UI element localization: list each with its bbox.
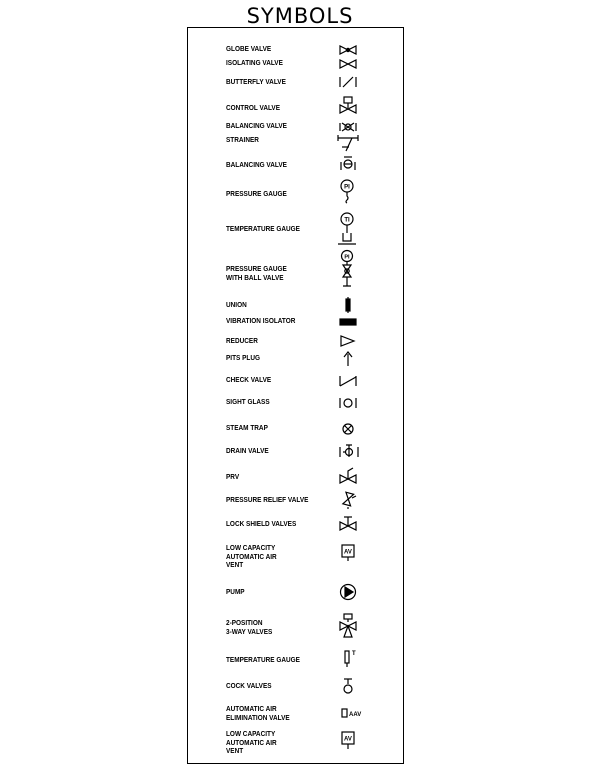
isolating-valve-icon	[338, 58, 358, 70]
label-butterfly-valve: BUTTERFLY VALVE	[226, 79, 286, 86]
label-balancing-valve-2: BALANCING VALVE	[226, 162, 287, 169]
control-valve-icon	[338, 96, 358, 116]
label-air-elimination-valve: AUTOMATIC AIR ELIMINATION VALVE	[226, 706, 290, 722]
label-temperature-gauge: TEMPERATURE GAUGE	[226, 226, 300, 233]
label-three-way-valves: 2-POSITION 3-WAY VALVES	[226, 620, 273, 636]
label-cock-valves: COCK VALVES	[226, 683, 272, 690]
label-isolating-valve: ISOLATING VALVE	[226, 60, 283, 67]
page-title: SYMBOLS	[246, 4, 354, 28]
label-temperature-gauge-2: TEMPERATURE GAUGE	[226, 657, 300, 664]
sight-glass-icon	[338, 396, 358, 410]
label-drain-valve: DRAIN VALVE	[226, 448, 269, 455]
butterfly-valve-icon	[338, 75, 358, 89]
label-pressure-gauge: PRESSURE GAUGE	[226, 191, 287, 198]
balancing-valve-icon	[338, 120, 358, 134]
pressure-gauge-ball-valve-icon	[336, 249, 358, 289]
lock-shield-valve-icon	[338, 514, 358, 532]
check-valve-icon	[338, 374, 358, 388]
pressure-gauge-icon	[336, 178, 358, 204]
strainer-icon	[336, 134, 360, 154]
label-pressure-gauge-ball-valve: PRESSURE GAUGE WITH BALL VALVE	[226, 266, 287, 282]
label-pressure-relief-valve: PRESSURE RELIEF VALVE	[226, 497, 309, 504]
balancing-valve-2-icon	[338, 155, 358, 173]
vibration-isolator-icon	[336, 317, 360, 327]
label-prv: PRV	[226, 474, 240, 481]
air-elimination-valve-tag: AAV	[349, 712, 362, 718]
label-low-capacity-air-vent: LOW CAPACITY AUTOMATIC AIR VENT	[226, 545, 277, 569]
low-capacity-air-vent-icon	[338, 543, 358, 563]
reducer-icon	[338, 335, 358, 347]
three-way-valve-icon	[336, 613, 360, 639]
air-vent-tag: AV	[344, 549, 352, 556]
temperature-gauge-icon	[336, 211, 358, 247]
label-globe-valve: GLOBE VALVE	[226, 46, 272, 53]
cock-valve-icon	[338, 677, 358, 695]
temperature-gauge-2-icon	[338, 649, 362, 669]
pressure-relief-valve-icon	[338, 490, 358, 510]
label-pits-plug: PITS PLUG	[226, 355, 260, 362]
label-reducer: REDUCER	[226, 338, 258, 345]
low-capacity-air-vent-2-icon	[338, 730, 358, 752]
steam-trap-icon	[338, 421, 358, 437]
prv-icon	[338, 466, 358, 484]
drain-valve-icon	[338, 443, 360, 459]
label-sight-glass: SIGHT GLASS	[226, 399, 270, 406]
union-icon	[338, 297, 358, 313]
label-strainer: STRAINER	[226, 137, 259, 144]
label-balancing-valve: BALANCING VALVE	[226, 123, 287, 130]
label-lock-shield-valves: LOCK SHIELD VALVES	[226, 521, 297, 528]
air-vent-2-tag: AV	[344, 736, 352, 743]
temperature-gauge-2-tag: T	[352, 651, 356, 657]
symbols-table-frame	[187, 27, 404, 764]
temperature-gauge-tag: TI	[344, 217, 350, 224]
globe-valve-icon	[338, 44, 358, 56]
pits-plug-icon	[338, 351, 358, 367]
label-check-valve: CHECK VALVE	[226, 377, 272, 384]
label-vibration-isolator: VIBRATION ISOLATOR	[226, 318, 296, 325]
air-elimination-valve-icon	[340, 706, 370, 720]
label-union: UNION	[226, 302, 247, 309]
pump-icon	[338, 582, 358, 602]
pressure-gauge-ball-valve-tag: PI	[344, 254, 350, 261]
label-steam-trap: STEAM TRAP	[226, 425, 268, 432]
pressure-gauge-tag: PI	[344, 184, 350, 191]
label-pump: PUMP	[226, 589, 245, 596]
label-control-valve: CONTROL VALVE	[226, 105, 281, 112]
label-low-capacity-air-vent-2: LOW CAPACITY AUTOMATIC AIR VENT	[226, 731, 277, 755]
